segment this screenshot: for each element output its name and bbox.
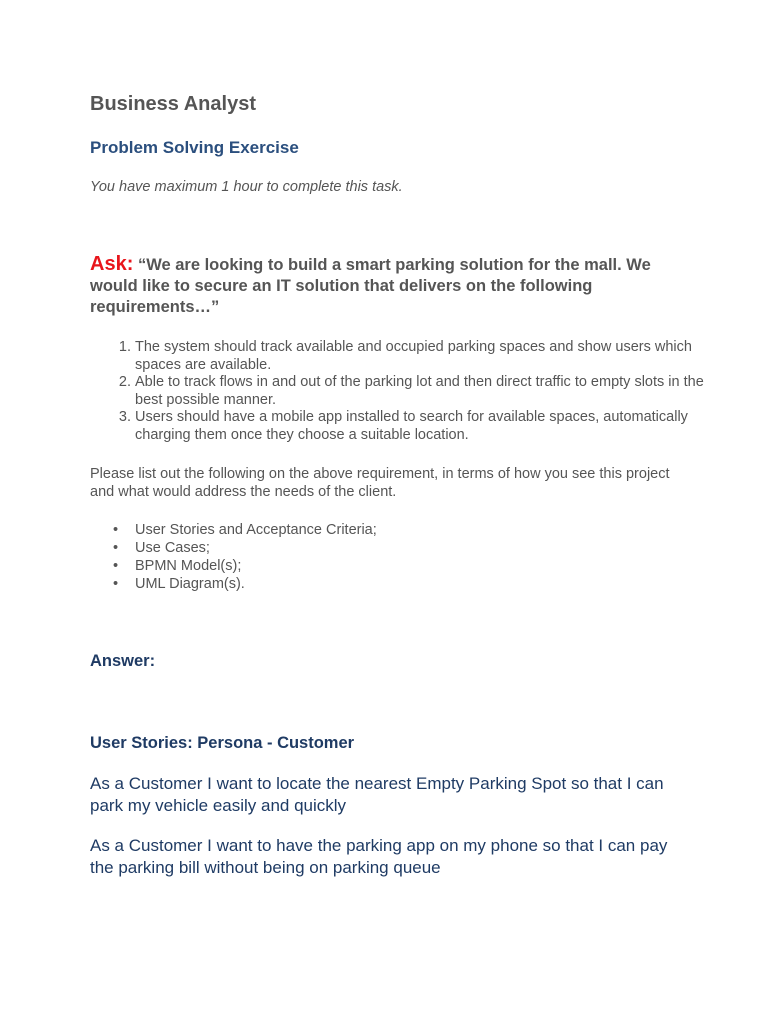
deliverable-item — [113, 575, 725, 593]
deliverable-text: User Stories and Acceptance Criteria; — [135, 522, 377, 538]
requirement-item: 1. The system should track available and occupied parking spaces and show users which spaces are available. — [135, 339, 725, 374]
bullet-icon: • — [113, 522, 119, 538]
ask-statement — [90, 254, 680, 318]
requirements-list — [90, 339, 725, 444]
bullet-icon: • — [113, 576, 119, 592]
user-story: As a Customer I want to have the parking app on my phone so that I can pay the parking bill without being on parking queue — [90, 836, 668, 877]
time-limit-note: You have maximum 1 hour to complete this task. — [90, 179, 403, 195]
deliverable-text: UML Diagram(s). — [135, 576, 245, 592]
document-title: Business Analyst — [90, 93, 256, 115]
user-stories-heading: User Stories: Persona - Customer — [90, 734, 355, 752]
instructions-paragraph: Please list out the following on the above requirement, in terms of how you see this project and what would address the needs of the client. — [90, 466, 670, 500]
user-story: As a Customer I want to locate the nearest Empty Parking Spot so that I can park my vehicle easily and quickly — [90, 774, 664, 815]
requirement-item: 2. Able to track flows in and out of the parking lot and then direct traffic to empty slots in the best possible manner. — [135, 374, 725, 409]
deliverable-text: Use Cases; — [135, 540, 210, 556]
deliverable-text: BPMN Model(s); — [135, 558, 242, 574]
deliverable-item — [113, 557, 725, 575]
deliverable-item — [113, 521, 725, 539]
document-subtitle: Problem Solving Exercise — [90, 138, 299, 157]
requirement-item: 3. Users should have a mobile app installed to search for available spaces, automatically charging them once they choose a suitable location. — [135, 409, 725, 444]
ask-text: “We are looking to build a smart parking solution for the mall. We would like to secure an IT solution that delivers on the following requirements…” — [90, 256, 651, 316]
answer-heading: Answer: — [90, 652, 156, 670]
deliverable-item — [113, 539, 725, 557]
ask-label: Ask: — [90, 253, 134, 275]
bullet-icon: • — [113, 540, 119, 556]
bullet-icon: • — [113, 558, 119, 574]
deliverables-list — [90, 521, 725, 593]
